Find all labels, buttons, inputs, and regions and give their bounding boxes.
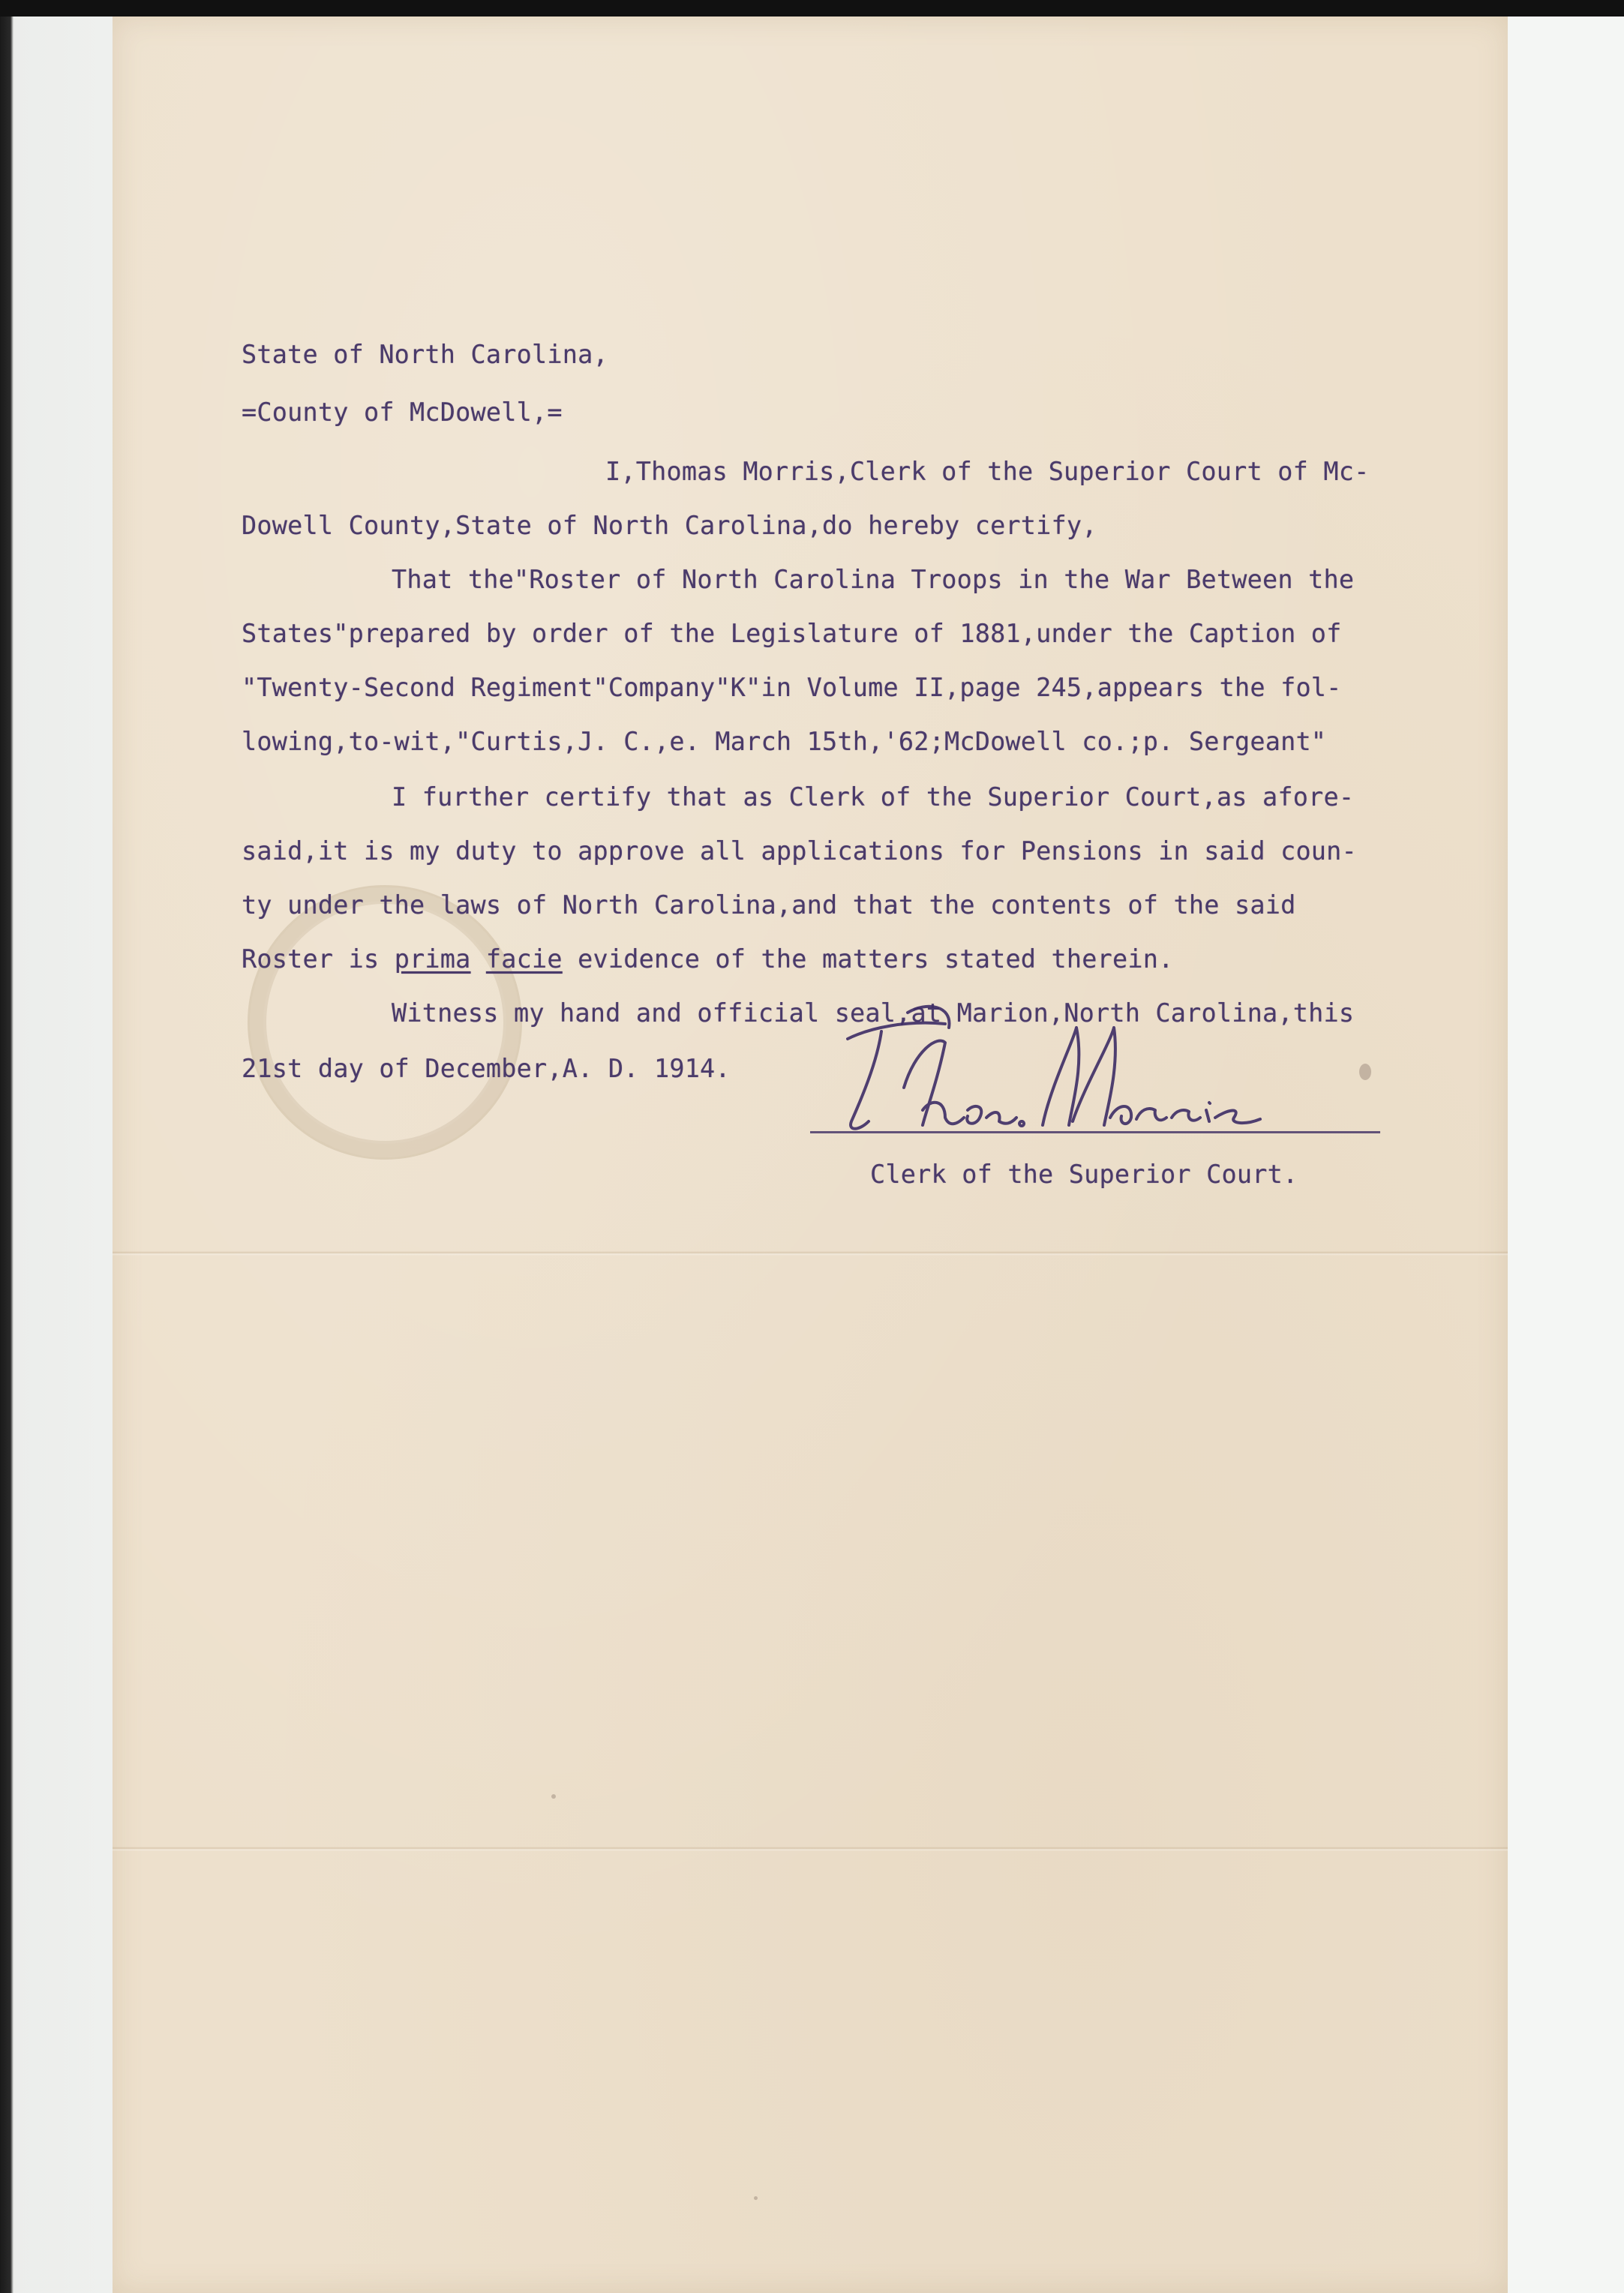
signature-line bbox=[810, 1131, 1380, 1133]
body-line: I,Thomas Morris,Clerk of the Superior Court of Mc- bbox=[605, 457, 1370, 486]
body-line: said,it is my duty to approve all applications for Pensions in said coun- bbox=[242, 836, 1357, 866]
scan-right-margin bbox=[1508, 17, 1624, 2293]
prima-underlined: prima bbox=[394, 944, 471, 974]
body-line: I further certify that as Clerk of the Superior Court,as afore- bbox=[392, 782, 1355, 812]
paper-fold bbox=[113, 1251, 1508, 1256]
body-line: "Twenty-Second Regiment"Company"K"in Volume II,page 245,appears the fol- bbox=[242, 673, 1342, 702]
ink-spot bbox=[551, 1794, 556, 1799]
signature-title: Clerk of the Superior Court. bbox=[870, 1160, 1298, 1189]
roster-space bbox=[471, 944, 486, 974]
facie-underlined: facie bbox=[485, 944, 563, 974]
handwritten-signature bbox=[825, 998, 1320, 1148]
scan-top-edge bbox=[0, 0, 1624, 17]
body-line: Dowell County,State of North Carolina,do hereby certify, bbox=[242, 511, 1097, 540]
roster-text: Roster is bbox=[242, 944, 395, 974]
body-line: lowing,to-wit,"Curtis,J. C.,e. March 15th,'62;McDowell co.;p. Sergeant" bbox=[242, 727, 1327, 756]
body-line: That the"Roster of North Carolina Troops in the War Between the bbox=[392, 565, 1355, 594]
roster-text-end: evidence of the matters stated therein. bbox=[562, 944, 1174, 974]
paper-fold bbox=[113, 1847, 1508, 1851]
county-heading: =County of McDowell,= bbox=[242, 398, 563, 427]
body-line: ty under the laws of North Carolina,and that the contents of the said bbox=[242, 890, 1296, 920]
ink-spot bbox=[1359, 1064, 1371, 1080]
roster-line bbox=[242, 944, 1174, 974]
state-heading: State of North Carolina, bbox=[242, 340, 608, 369]
date-line: 21st day of December,A. D. 1914. bbox=[242, 1054, 731, 1083]
ink-spot bbox=[754, 2196, 758, 2200]
witness-line: Witness my hand and official seal,at Marion,North Carolina,this bbox=[392, 998, 1355, 1028]
body-line: States"prepared by order of the Legislature of 1881,under the Caption of bbox=[242, 619, 1342, 648]
